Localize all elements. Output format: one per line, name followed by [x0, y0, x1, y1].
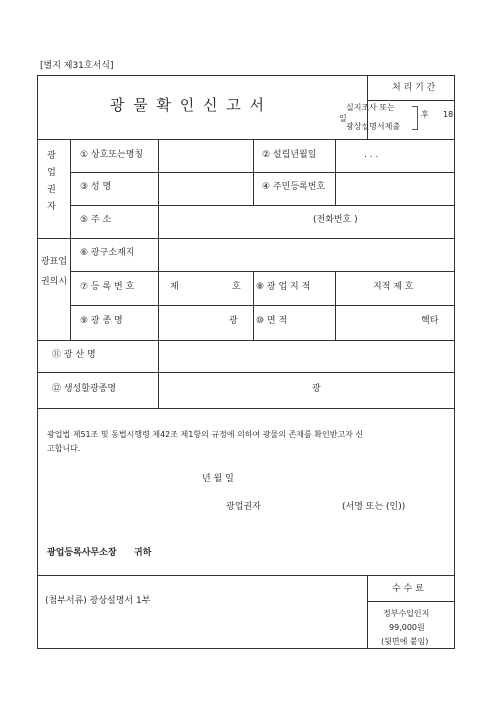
- field-7-suffix: 호: [232, 282, 241, 292]
- field-12-label: ⑫ 생성할광종명: [52, 384, 117, 394]
- declaration-date[interactable]: 년 월 일: [202, 474, 234, 484]
- form-number-label: [별지 제31호서식]: [40, 61, 114, 71]
- field-9-label: ⑨ 광 종 명: [80, 316, 123, 326]
- processing-line2: 광상설명서제출: [346, 122, 401, 131]
- field-7-prefix: 제: [170, 282, 179, 292]
- recipient-honorific: 귀하: [134, 548, 152, 558]
- processing-line1: 실지조사 또는: [346, 103, 395, 112]
- field-9-value[interactable]: 광: [229, 316, 238, 326]
- processing-day-unit: 일: [339, 114, 347, 123]
- section-label-mining-right-meaning: 광표업권의시: [40, 257, 68, 287]
- field-6-value[interactable]: [159, 239, 454, 270]
- applicant-label: 광업권자: [226, 502, 261, 512]
- section-label-mining-right-holder: 광업권자: [45, 150, 55, 218]
- field-5-phone[interactable]: (전화번호 ): [313, 215, 358, 225]
- declaration-text-line2: 고합니다.: [47, 444, 81, 453]
- field-3-label: ③ 성 명: [80, 182, 112, 192]
- processing-after: 후: [421, 110, 429, 119]
- field-2-label: ② 설립년월일: [262, 150, 317, 160]
- processing-period-header: 처 리 기 간: [392, 83, 436, 93]
- field-8-label: ⑧ 광 업 지 적: [256, 282, 311, 292]
- fee-header: 수 수 료: [392, 584, 424, 594]
- field-2-value[interactable]: . . .: [364, 150, 379, 160]
- field-1-label: ① 상호또는명칭: [80, 150, 144, 160]
- fee-stamp: 정부수입인지: [383, 609, 430, 618]
- field-11-value[interactable]: [159, 341, 454, 371]
- field-10-value[interactable]: 헥타: [421, 316, 439, 326]
- field-11-label: ⑪ 광 산 명: [52, 350, 96, 360]
- signature-label[interactable]: (서명 또는 (인)): [342, 502, 406, 512]
- field-1-value[interactable]: [159, 140, 252, 171]
- declaration-text-line1: 광업법 제51조 및 동법시행령 제42조 제1항의 규정에 의하여 광물의 존재를 확인받고자 신: [47, 430, 364, 439]
- field-10-label: ⑩ 면 적: [256, 316, 288, 326]
- field-6-label: ⑥ 광구소재지: [80, 248, 135, 258]
- field-12-value[interactable]: 광: [312, 384, 321, 394]
- form-title: 광 물 확 인 신 고 서: [110, 96, 267, 114]
- fee-amount: 99,000원: [389, 623, 425, 632]
- fee-note: (뒷면에 붙임): [381, 637, 429, 646]
- recipient-label: 광업등록사무소장: [47, 548, 117, 558]
- attachments-label: (첨부서류) 광상설명서 1부: [45, 596, 151, 606]
- field-4-value[interactable]: [336, 173, 454, 204]
- field-5-label: ⑤ 주 소: [80, 215, 112, 225]
- field-4-label: ④ 주민등록번호: [262, 182, 326, 192]
- field-3-value[interactable]: [159, 173, 252, 204]
- field-7-label: ⑦ 등 록 번 호: [80, 282, 135, 292]
- field-8-value[interactable]: 지적 제 호: [373, 282, 414, 292]
- processing-bracket: [412, 106, 418, 130]
- processing-days: 18: [443, 110, 454, 119]
